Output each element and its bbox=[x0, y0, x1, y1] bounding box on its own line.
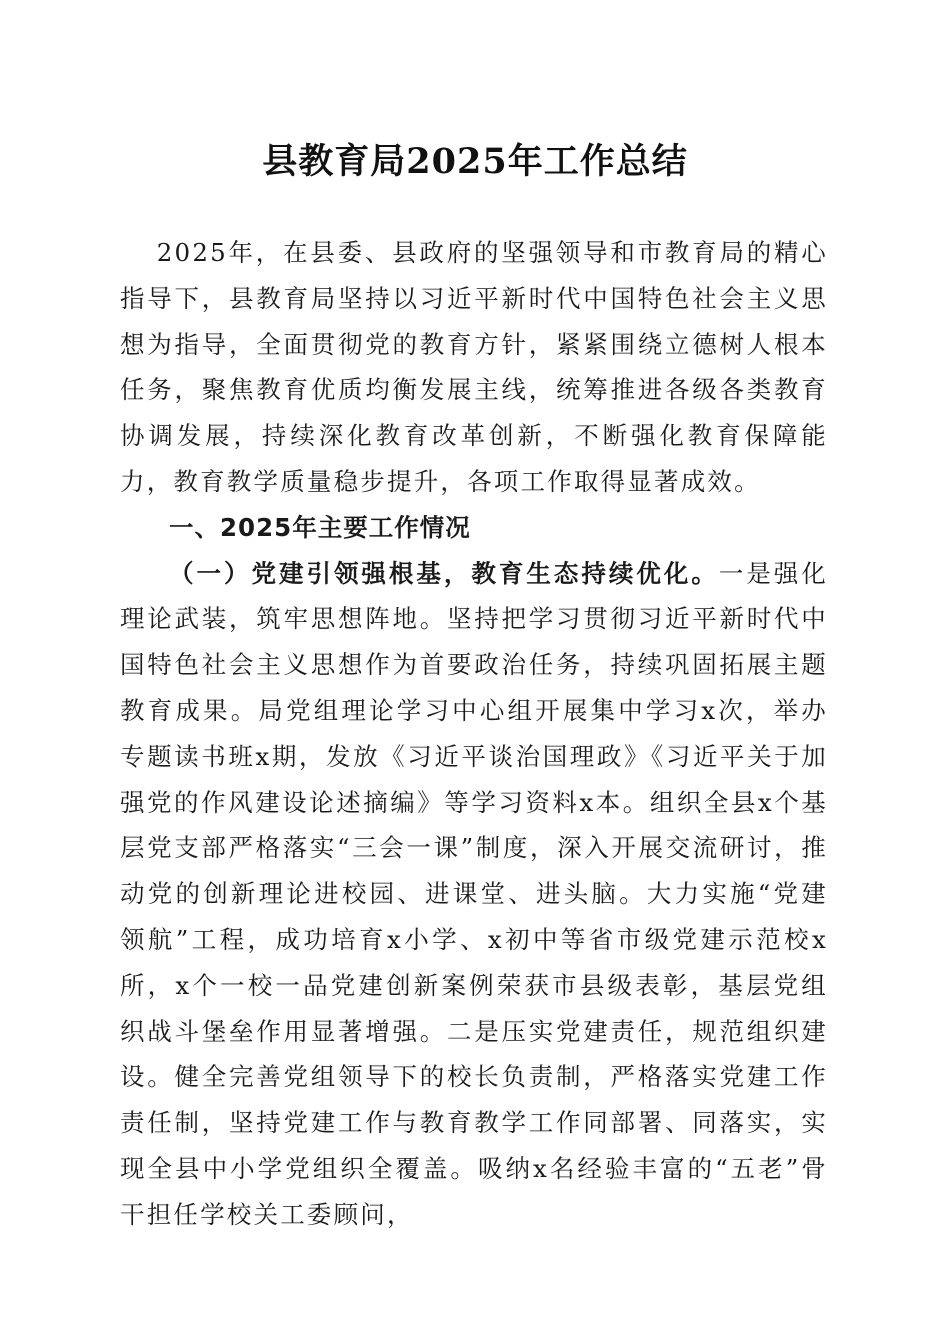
subsection-paragraph bbox=[120, 551, 828, 1238]
subsection-heading: （一）党建引领强根基，教育生态持续优化。 bbox=[169, 558, 719, 588]
document-title: 县教育局2025年工作总结 bbox=[262, 141, 688, 182]
intro-paragraph: 2025年，在县委、县政府的坚强领导和市教育局的精心指导下，县教育局坚持以习近平新时代中国特色社会主义思想为指导，全面贯彻党的教育方针，紧紧围绕立德树人根本任务，聚焦教育优质均衡发展主线，统筹推进各级各类教育协调发展，持续深化教育改革创新，不断强化教育保障能力，教育教学质量稳步提升，各项工作取得显著成效。 bbox=[120, 238, 828, 496]
document-body bbox=[120, 230, 828, 1238]
section-heading: 一、2025年主要工作情况 bbox=[169, 512, 471, 542]
subsection-body: 一是强化理论武装，筑牢思想阵地。坚持把学习贯彻习近平新时代中国特色社会主义思想作为首要政治任务，持续巩固拓展主题教育成果。局党组理论学习中心组开展集中学习x次，举办专题读书班x期，发放《习近平谈治国理政》《习近平关于加强党的作风建设论述摘编》等学习资料x本。组织全县x个基层党支部严格落实“三会一课”制度，深入开展交流研讨，推动党的创新理论进校园、进课堂、进头脑。大力实施“党建领航”工程，成功培育x小学、x初中等省市级党建示范校x所，x个一校一品党建创新案例荣获市县级表彰，基层党组织战斗堡垒作用显著增强。二是压实党建责任，规范组织建设。健全完善党组领导下的校长负责制，严格落实党建工作责任制，坚持党建工作与教育教学工作同部署、同落实，实现全县中小学党组织全覆盖。吸纳x名经验丰富的“五老”骨干担任学校关工委顾问， bbox=[120, 558, 829, 1229]
